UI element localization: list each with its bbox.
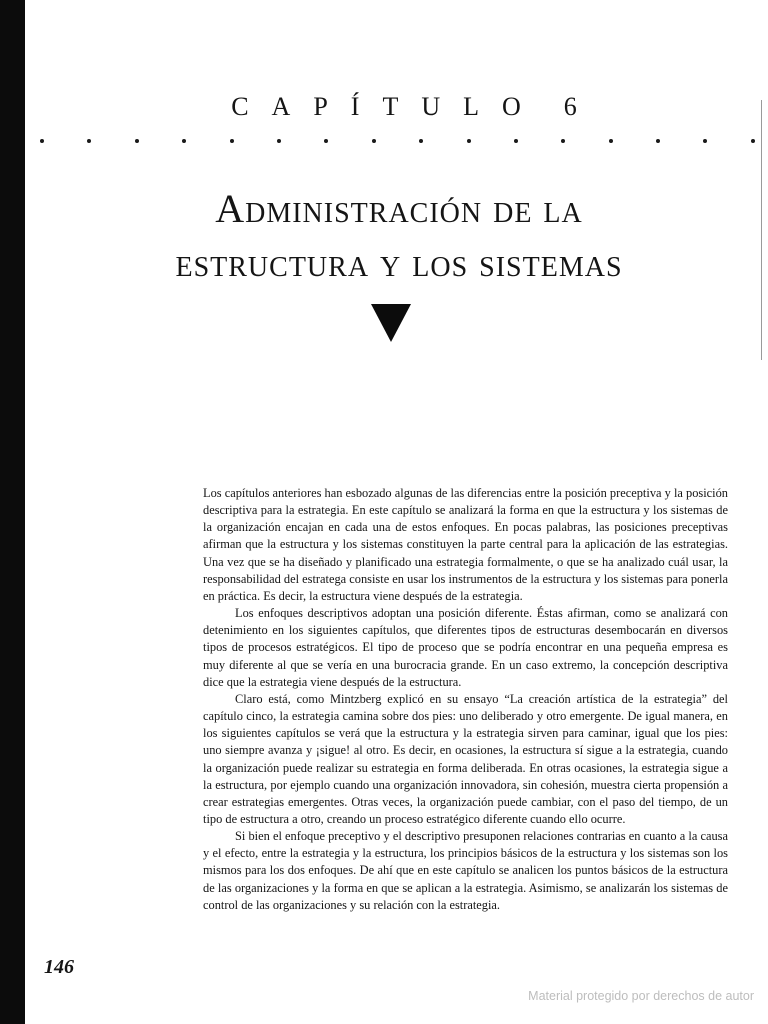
chapter-title <box>30 182 768 290</box>
rule-dot <box>182 139 186 143</box>
rule-dot <box>87 139 91 143</box>
rule-dot <box>751 139 755 143</box>
title-line-2: estructura y los sistemas <box>175 240 623 285</box>
rule-dot <box>609 139 613 143</box>
rule-dot <box>277 139 281 143</box>
page-number: 146 <box>44 956 74 978</box>
body-text <box>203 485 728 914</box>
paragraph-2: Los enfoques descriptivos adoptan una posición diferente. Éstas afirman, como se analizará con detenimiento en los siguientes capítulos, que diferentes tipos de estructuras desembocarán en diversos tipos de procesos estratégicos. El tipo de proceso que se podría encontrar en una pequeña empresa es muy diferente al que se vería en una burocracia grande. En un caso extremo, la concepción descriptiva dice que la estrategia viene después de la estructura. <box>203 606 728 689</box>
chapter-label: CAPÍTULO <box>231 92 544 121</box>
paragraph-4: Si bien el enfoque preceptivo y el descriptivo presuponen relaciones contrarias en cuanto a la causa y el efecto, entre la estrategia y la estructura, los principios básicos de la estructura y los sistemas son los mismos para los dos enfoques. De ahí que en este capítulo se analicen los puntos básicos de la estructura de las organizaciones y la forma en que se aplican a la estrategia. Asimismo, se analizarán los sistemas de control de las organizaciones y su relación con la estrategia. <box>203 829 728 912</box>
rule-dot <box>324 139 328 143</box>
rule-dot <box>656 139 660 143</box>
rule-dot <box>135 139 139 143</box>
dotted-rule <box>40 128 755 154</box>
rule-dot <box>467 139 471 143</box>
chapter-heading <box>0 92 768 126</box>
chapter-number: 6 <box>563 92 577 121</box>
title-line-1: Administración de la <box>215 186 583 231</box>
rule-dot <box>372 139 376 143</box>
rule-dot <box>514 139 518 143</box>
paragraph-3: Claro está, como Mintzberg explicó en su ensayo “La creación artística de la estrategia” del capítulo cinco, la estrategia camina sobre dos pies: uno deliberado y otro emergente. De igual manera, en los siguientes capítulos se verá que la estructura y la estrategia sirven para caminar, igual que los pies: uno siempre avanza y ¡sigue! al otro. Es decir, en ocasiones, la estructura sí sigue a la estrategia, cuando la organización puede realizar su estrategia en forma deliberada. En otras ocasiones, la estrategia sigue a la estructura, por ejemplo cuando una organización innovadora, sin cohesión, muestra cierta propensión a crear estrategias emergentes. Otras veces, la organización puede cambiar, con el paso del tiempo, de un tipo de estructura a otro, creando un proceso estratégico diferente cuando ello ocurre. <box>203 691 728 826</box>
down-triangle-icon <box>371 304 411 342</box>
book-spine-shadow <box>0 0 25 1024</box>
rule-dot <box>703 139 707 143</box>
rule-dot <box>230 139 234 143</box>
rule-dot <box>561 139 565 143</box>
paragraph-1: Los capítulos anteriores han esbozado algunas de las diferencias entre la posición preceptiva y la posición descriptiva para la estrategia. En este capítulo se analizará la forma en que la estructura y los sistemas de la organización encajan en cada una de estos enfoques. En pocas palabras, las posiciones preceptivas afirman que la estructura y los sistemas constituyen la parte central para la aplicación de las estrategias. Una vez que se ha diseñado y planificado una estrategia formalmente, o que se ha analizado cuál usar, la responsabilidad del estratega consiste en usar los instrumentos de la estructura y los sistemas para ponerla en práctica. Es decir, la estructura viene después de la estrategia. <box>203 486 728 603</box>
copyright-watermark: Material protegido por derechos de autor <box>528 989 754 1003</box>
rule-dot <box>40 139 44 143</box>
rule-dot <box>419 139 423 143</box>
